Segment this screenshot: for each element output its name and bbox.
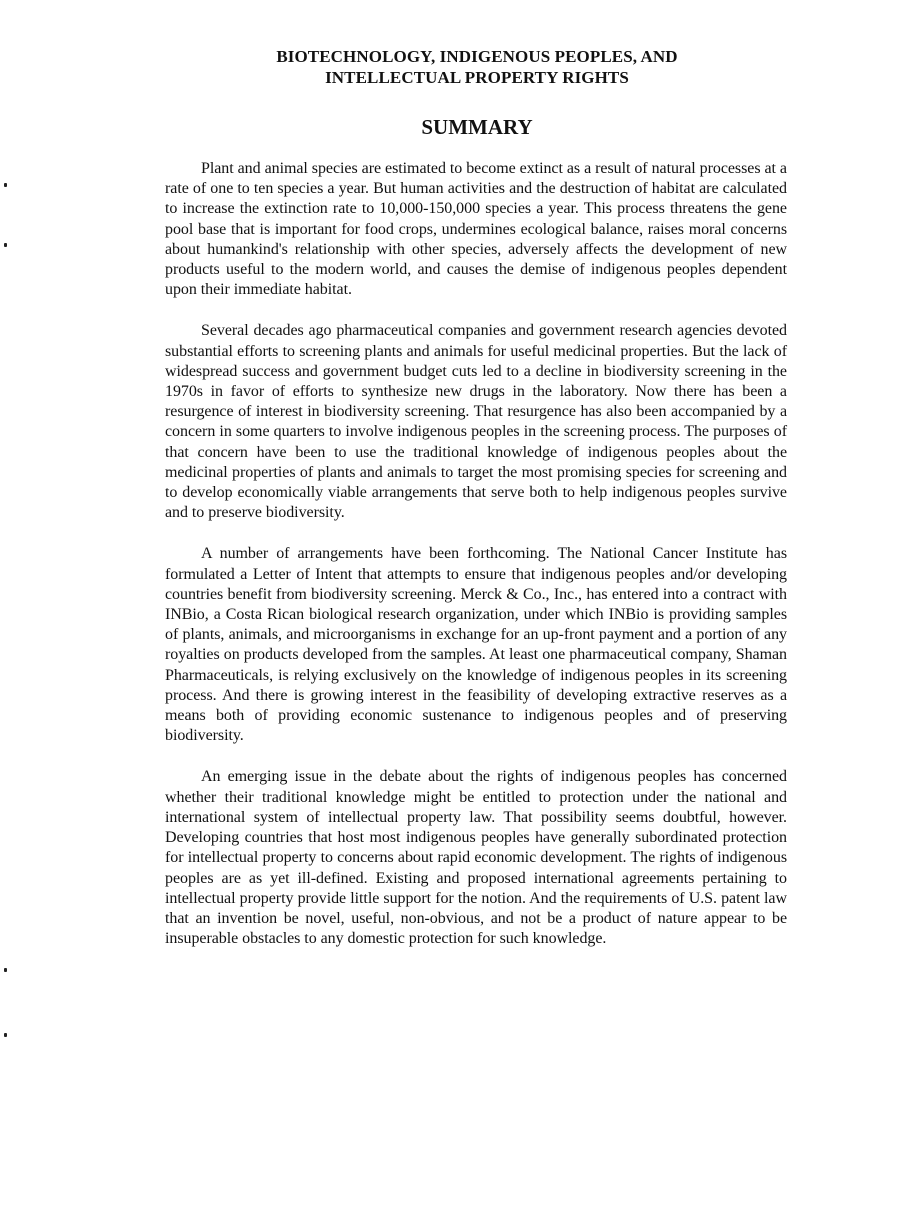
- title-line-2: INTELLECTUAL PROPERTY RIGHTS: [325, 68, 629, 87]
- paragraph-4: An emerging issue in the debate about the rights of indigenous peoples has concerned whether their traditional knowledge might be entitled to protection under the national and international system of intellectual property law. That possibility seems doubtful, however. Developing countries that host most indigenous peoples have generally subordinated protection for intellectual property to concerns about rapid economic development. The rights of indigenous peoples are as yet ill-defined. Existing and proposed international agreements pertaining to intellectual property provide little support for the notion. And the requirements of U.S. patent law that an invention be novel, useful, non-obvious, and not be a product of nature appear to be insuperable obstacles to any domestic protection for such knowledge.: [165, 768, 787, 948]
- summary-heading: SUMMARY: [421, 115, 533, 139]
- paragraph-3: A number of arrangements have been forthcoming. The National Cancer Institute has formulated a Letter of Intent that attempts to ensure that indigenous peoples and/or developing countries benefit from biodiversity screening. Merck & Co., Inc., has entered into a contract with INBio, a Costa Rican biological research organization, under which INBio is providing samples of plants, animals, and microorganisms in exchange for an up-front payment and a portion of any royalties on products developed from the samples. At least one pharmaceutical company, Shaman Pharmaceuticals, is relying exclusively on the knowledge of indigenous peoples in its screening process. And there is growing interest in the feasibility of developing extractive reserves as a means both of providing economic sustenance to indigenous peoples and of preserving biodiversity.: [165, 545, 787, 745]
- scan-margin-mark: [4, 968, 7, 972]
- document-title: [0, 46, 920, 88]
- document-body: [165, 159, 787, 970]
- scan-margin-mark: [4, 183, 7, 187]
- paragraph-2: Several decades ago pharmaceutical companies and government research agencies devoted substantial efforts to screening plants and animals for useful medicinal properties. But the lack of widespread success and government budget cuts led to a decline in biodiversity screening in the 1970s in favor of efforts to synthesize new drugs in the laboratory. Now there has been a resurgence of interest in biodiversity screening. That resurgence has also been accompanied by a concern in some quarters to involve indigenous peoples in the screening process. The purposes of that concern have been to use the traditional knowledge of indigenous peoples about the medicinal properties of plants and animals to target the most promising species for screening and to develop economically viable arrangements that serve both to help indigenous peoples survive and to preserve biodiversity.: [165, 322, 787, 522]
- title-line-1: BIOTECHNOLOGY, INDIGENOUS PEOPLES, AND: [276, 47, 678, 66]
- scan-margin-mark: [4, 243, 7, 247]
- paragraph-1: Plant and animal species are estimated to become extinct as a result of natural processes at a rate of one to ten species a year. But human activities and the destruction of habitat are calculated to increase the extinction rate to 10,000-150,000 species a year. This process threatens the gene pool base that is important for food crops, undermines ecological balance, raises moral concerns about humankind's relationship with other species, adversely affects the development of new products useful to the modern world, and causes the demise of indigenous peoples dependent upon their immediate habitat.: [165, 160, 787, 299]
- scan-margin-mark: [4, 1033, 7, 1037]
